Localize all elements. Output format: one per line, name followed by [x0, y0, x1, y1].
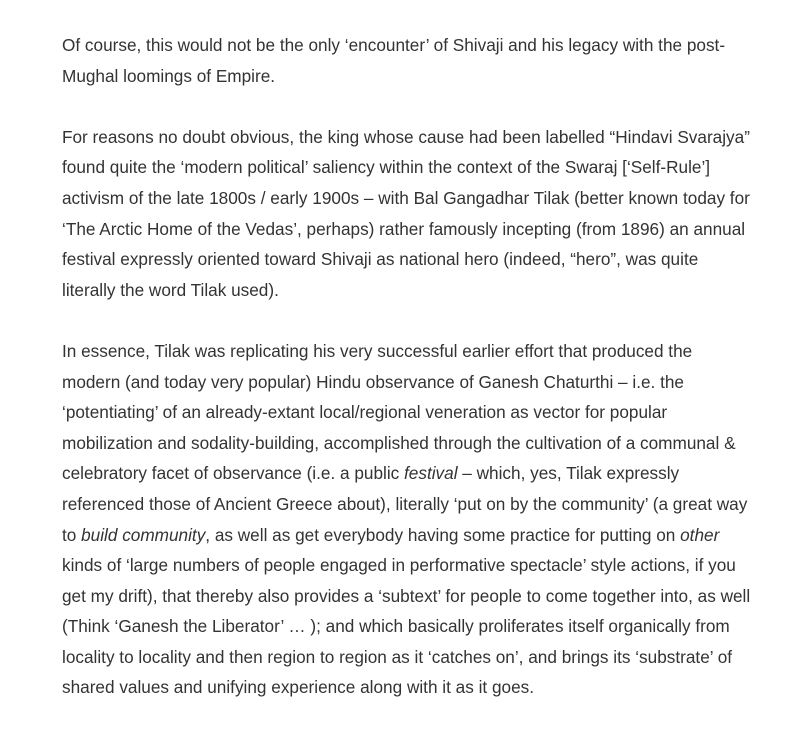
paragraph-3	[62, 336, 752, 703]
emphasis-festival: festival	[404, 463, 458, 484]
paragraph-1	[62, 30, 752, 91]
paragraph-3-text-2: – which, yes, Tilak expressly referenced those of Ancient Greece about), literally ‘put on by the community’ (a great way to	[62, 463, 748, 545]
paragraph-3-text-3: , as well as get everybody having some practice for putting on	[205, 524, 681, 545]
paragraph-3-text-4: kinds of ‘large numbers of people engaged in performative spectacle’ style actions, if you get my drift), that thereby also provides a ‘subtext’ for people to come together into, as well (Think ‘Ganesh the Liberator’ … ); and which basically proliferates itself organically from locality to locality and then region to region as it ‘catches on’, and brings its ‘substrate’ of shared values and unifying experience along with it as it goes.	[62, 555, 751, 698]
emphasis-other: other	[680, 524, 720, 545]
emphasis-build-community: build community	[81, 524, 206, 545]
paragraph-1-text: Of course, this would not be the only ‘encounter’ of Shivaji and his legacy with the post-Mughal loomings of Empire.	[62, 35, 726, 86]
article-body	[62, 30, 752, 734]
paragraph-3-text-1: In essence, Tilak was replicating his very successful earlier effort that produced the modern (and today very popular) Hindu observance of Ganesh Chaturthi – i.e. the ‘potentiating’ of an already-extant local/regional veneration as vector for popular mobilization and sodality-building, accomplished through the cultivation of a communal & celebratory facet of observance (i.e. a public	[62, 340, 736, 484]
paragraph-2-text: For reasons no doubt obvious, the king whose cause had been labelled “Hindavi Svarajya” found quite the ‘modern political’ saliency within the context of the Swaraj [‘Self-Rule’] activism of the late 1800s / early 1900s – with Bal Gangadhar Tilak (better known today for ‘The Arctic Home of the Vedas’, perhaps) rather famously incepting (from 1896) an annual festival expressly oriented toward Shivaji as national hero (indeed, “hero”, was quite literally the word Tilak used).	[62, 126, 750, 300]
paragraph-2	[62, 122, 752, 306]
